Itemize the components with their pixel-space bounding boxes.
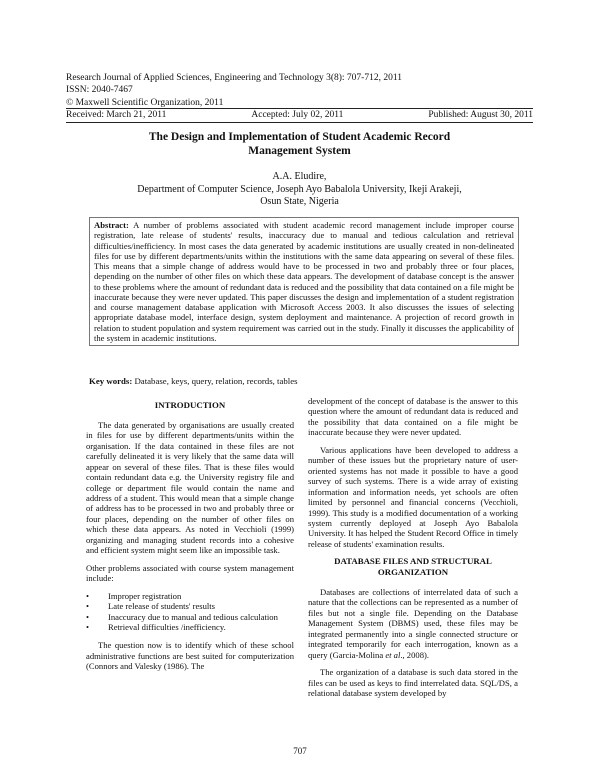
journal-copyright: © Maxwell Scientific Organization, 2011 bbox=[66, 97, 224, 108]
page-number: 707 bbox=[293, 746, 307, 756]
intro-paragraph-3: The question now is to identify which of these school administrative functions are best suited for computerization (Connors and Valesky (1986). The bbox=[86, 640, 294, 672]
abstract-label: Abstract: bbox=[94, 220, 129, 230]
title-line-2: Management System bbox=[248, 145, 351, 157]
right-paragraph-1: development of the concept of database is the answer to this question where the amount of redundant data is reduced and the possibility that data contained on a file might be inaccurate because they were never updated. bbox=[308, 396, 518, 438]
author-name: A.A. Eludire, bbox=[272, 171, 327, 182]
database-files-heading: DATABASE FILES AND STRUCTURAL ORGANIZATION bbox=[334, 556, 492, 578]
right-paragraph-4: The organization of a database is such data stored in the files can be used as keys to find interrelated data. SQL/DS, a relational database system developed by bbox=[308, 667, 518, 699]
keywords-label: Key words: bbox=[89, 376, 133, 386]
paper-title bbox=[66, 130, 533, 158]
left-column bbox=[86, 396, 294, 679]
right-paragraph-3: Databases are collections of interrelated data of such a nature that the collections can be represented as a number of files but not a single file. Depending on the Database Management System (DBMS) used, these files may be integrated permanently into a single connected structure or integrated temporarily for each interrogation, known as a query (Garcia-Molina et al., 2008). bbox=[308, 586, 518, 660]
affiliation-line-1: Department of Computer Science, Joseph Ayo Babalola University, Ikeji Arakeji, bbox=[137, 183, 462, 195]
dates-bar bbox=[66, 108, 533, 123]
bullet-icon: • bbox=[86, 611, 90, 622]
list-item: • Improper registration bbox=[86, 590, 182, 601]
right-paragraph-2: Various applications have been developed to address a number of these issues but the proprietary nature of user-oriented systems has not made it possible to have a good survey of such systems. There is a wide array of existing information and information needs, yet schools are often limited by personnel and financial concerns (Vecchioli, 1999). This study is a modified documentation of a working system currently deployed at Joseph Ayo Babalola University. It has helped the Student Record Office in timely release of students' examination results. bbox=[308, 444, 518, 549]
abstract-text: A number of problems associated with student academic record management include improper course registration, late release of students' results, inaccuracy due to manual and tedious calculation and retrieval difficulties/inefficiency. In most cases the data generated by academic institutions are usually created in non-delineated files for use by different departments/units within the institutions with the same data appearing on several of these files. This means that a simple change of address would have to be processed in two and probably three or four places, depending on the number of other files on which these data appears. The development of database concept is the answer to these problems where the amount of redundant data is reduced and the possibility that data contained on a file might be inaccurate because they were never updated. This paper discusses the design and implementation of a student registration and course management database application with Microsoft Access 2003. It also discusses the issues of selecting appropriate database model, interface design, system deployment and maintenance. A projection of record growth in relation to student population and system requirement was carried out in the study. Finally it discusses the applicability of the system in academic institutions. bbox=[94, 220, 514, 343]
intro-paragraph-2: Other problems associated with course system management include: bbox=[86, 562, 294, 584]
problem-list bbox=[86, 591, 294, 633]
list-item: • Late release of students' results bbox=[86, 601, 216, 612]
bullet-icon: • bbox=[86, 601, 90, 612]
journal-issn: ISSN: 2040-7467 bbox=[66, 85, 133, 96]
abstract-box bbox=[89, 217, 519, 346]
affiliation-line-2: Osun State, Nigeria bbox=[260, 196, 339, 207]
published-date: Published: August 30, 2011 bbox=[428, 110, 533, 120]
title-line-1: The Design and Implementation of Student Academic Record bbox=[148, 131, 451, 143]
list-item: • Inaccuracy due to manual and tedious calculation bbox=[86, 611, 278, 622]
bullet-icon: • bbox=[86, 590, 90, 601]
bullet-icon: • bbox=[86, 621, 90, 632]
keywords-text: Database, keys, query, relation, records, tables bbox=[134, 376, 298, 386]
introduction-heading: INTRODUCTION bbox=[154, 400, 226, 410]
right-column bbox=[308, 396, 518, 705]
journal-header bbox=[66, 72, 536, 109]
list-item: • Retrieval difficulties /inefficiency. bbox=[86, 621, 226, 632]
author-block bbox=[66, 171, 533, 209]
received-date: Received: March 21, 2011 bbox=[66, 110, 167, 120]
accepted-date: Accepted: July 02, 2011 bbox=[251, 110, 344, 120]
keywords bbox=[89, 376, 298, 386]
intro-paragraph-1: The data generated by organisations are usually created in files for use by different departments/units within the organisation. If the data contained in these files are not carefully delineated it is very likely that the same data will appear on several of these files. That is these files would contain redundant data e.g. the University registry file and college or department file would contain the name and address of a student. This would mean that a simple change of address has to be processed in two and probably three or four places, depending on the number of other files on which these data appears. As noted in Vecchioli (1999) organizing and managing student records into a cohesive and efficient system might seem like an impossible task. bbox=[86, 419, 294, 556]
journal-citation: Research Journal of Applied Sciences, Engineering and Technology 3(8): 707-712, 2011 bbox=[66, 73, 402, 83]
